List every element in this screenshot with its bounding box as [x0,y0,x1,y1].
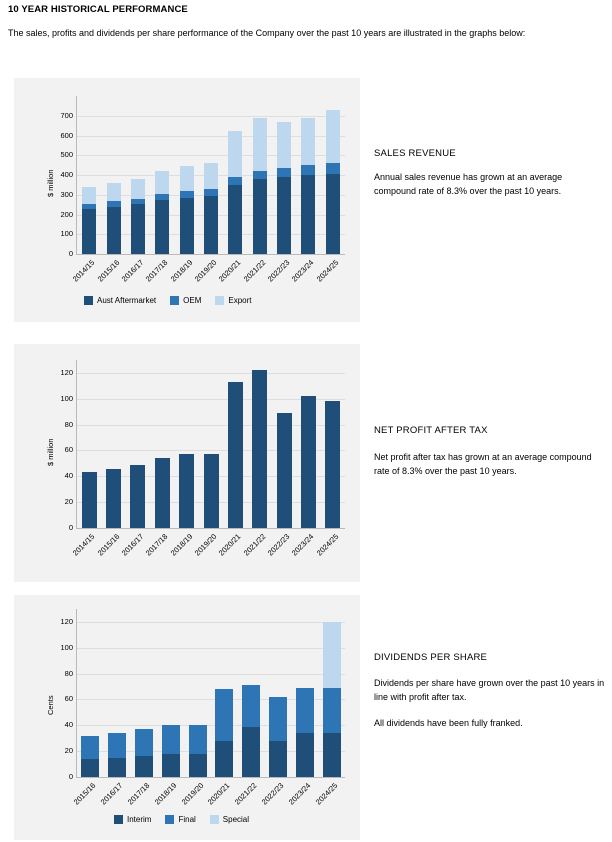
bar-segment [253,171,267,180]
bar [301,118,315,254]
x-axis-tick-label: 2023/24 [290,532,316,558]
y-axis-tick-label: 60 [64,445,73,455]
bar [228,131,242,254]
bar-segment [204,454,219,528]
bar-segment [180,191,194,198]
bar [135,729,153,777]
bar-segment [242,727,260,777]
x-axis-tick-label: 2019/20 [192,258,219,284]
y-axis-tick-label: 40 [64,471,73,481]
x-axis-tick-label: 2019/20 [192,532,219,558]
dividends-chart [14,595,360,840]
x-axis-tick-label: 2020/21 [217,532,243,558]
bar-segment [107,207,121,254]
bar-segment [228,177,242,185]
y-axis-tick-label: 400 [60,170,73,179]
bar-segment [228,185,242,254]
y-axis-tick-label: 120 [60,367,73,377]
bar-segment [253,179,267,254]
gridline [77,622,345,623]
bar [189,725,207,777]
bar-segment [277,122,291,167]
y-axis-tick-label: 80 [64,668,73,678]
bar [228,382,243,528]
bar-segment [155,458,170,528]
dividends-text-1: Dividends per share have grown over the past 10 years in line with profit after tax. [374,678,605,702]
bar-segment [108,758,126,777]
bar-segment [253,118,267,171]
x-axis-tick-label: 2018/19 [168,532,194,558]
bar [326,110,340,254]
plot-area [60,609,345,781]
x-axis-tick-label: 2017/18 [144,258,170,284]
x-axis-tick-label: 2017/18 [144,532,170,558]
x-axis-tick-label: 2016/17 [99,781,125,807]
bar-segment [162,754,180,777]
bar-segment [82,187,96,204]
x-axis-tick-label: 2024/25 [314,258,341,284]
bar-segment [277,177,291,254]
x-axis-tick-label: 2023/24 [290,258,316,284]
gridline [77,674,345,675]
x-axis-tick-label: 2015/16 [95,258,121,284]
legend-label: Interim [127,815,152,824]
dividends-heading: DIVIDENDS PER SHARE [374,652,488,663]
y-axis-tick-label: 0 [68,249,73,258]
bar [323,622,341,777]
bar-segment [180,166,194,191]
net-profit-text: Net profit after tax has grown at an average compound rate of 8.3% over the past 10 years. [374,452,592,476]
bar-segment [162,725,180,753]
x-axis-tick-label: 2017/18 [125,781,152,807]
bar-segment [277,168,291,177]
chart-legend [114,815,249,824]
bar-segment [81,759,99,777]
gridline [77,648,345,649]
bar-segment [326,163,340,174]
bar-segment [82,209,96,254]
gridline [77,116,345,117]
bar-segment [155,171,169,194]
chart-legend [84,296,252,305]
legend-swatch [114,815,123,824]
bar-segment [215,689,233,741]
legend-label: Special [222,815,250,824]
bar-segment [204,189,218,197]
legend-item [84,296,156,305]
x-axis-tick-label: 2014/15 [70,532,97,558]
bar [179,454,194,528]
bar-segment [269,741,287,777]
x-axis-tick-label: 2024/25 [313,781,339,807]
legend-item [215,296,251,305]
sales-revenue-chart [14,78,360,322]
bar-segment [228,131,242,177]
y-axis-tick-label: 20 [64,497,73,507]
bar [82,187,96,254]
legend-swatch [165,815,174,824]
bar-segment [180,198,194,254]
bar [301,396,316,528]
y-axis-tick-label: 0 [68,772,73,781]
bar-segment [189,725,207,753]
sales-revenue-heading: SALES REVENUE [374,148,456,159]
bar-segment [325,401,340,528]
legend-swatch [215,296,224,305]
bar-segment [215,741,233,777]
net-profit-chart [14,344,360,582]
y-axis-tick-label: 700 [60,110,73,120]
net-profit-heading: NET PROFIT AFTER TAX [374,425,488,436]
bar-segment [301,175,315,254]
bar-segment [81,736,99,759]
x-axis-tick-label: 2015/16 [95,532,121,558]
bar-segment [107,183,121,202]
bar-segment [108,733,126,758]
y-axis-tick-label: 100 [60,642,73,652]
bar [108,733,126,777]
bar-segment [296,733,314,777]
y-axis-tick-label: 600 [60,130,73,140]
bar-segment [155,200,169,254]
x-axis-tick-label: 2024/25 [314,532,341,558]
y-axis-title: $ million [46,438,55,466]
bar-segment [277,413,292,528]
legend-swatch [170,296,179,305]
bar-segment [252,370,267,528]
bar [296,688,314,777]
y-axis-tick-label: 100 [60,393,73,403]
bar [277,122,291,254]
bar-segment [135,756,153,777]
x-axis-tick-label: 2021/22 [241,532,268,558]
x-axis-tick-label: 2023/24 [286,781,313,807]
bar [155,171,169,254]
x-axis-tick-label: 2018/19 [168,258,194,284]
bar-segment [179,454,194,528]
bar-segment [326,174,340,254]
bar [277,413,292,528]
y-axis-tick-label: 200 [60,209,73,219]
bar-segment [242,685,260,726]
bar-segment [189,754,207,777]
bar [130,465,145,528]
bar-segment [204,163,218,189]
legend-item [165,815,195,824]
legend-item [170,296,201,305]
bar [325,401,340,528]
x-axis-tick-label: 2022/23 [259,781,286,807]
x-axis-tick-label: 2020/21 [217,258,243,284]
y-axis-tick-label: 60 [64,694,73,704]
y-axis-tick-label: 40 [64,720,73,730]
bar-segment [106,469,121,528]
bar-segment [323,622,341,688]
bar-segment [82,472,97,528]
y-axis-tick-label: 300 [60,189,73,199]
legend-label: OEM [183,296,202,305]
bar [131,179,145,254]
bar-segment [155,194,169,200]
x-axis-tick-label: 2015/16 [72,781,98,807]
bar-segment [131,204,145,254]
bar-segment [296,688,314,733]
legend-swatch [84,296,93,305]
bar [252,370,267,528]
bar [107,183,121,254]
sales-revenue-text: Annual sales revenue has grown at an average compound rate of 8.3% over the past 10 years. [374,172,563,196]
bar-segment [326,110,340,163]
bar-segment [82,204,96,209]
bar-segment [107,201,121,206]
legend-label: Aust Aftermarket [97,296,157,305]
bar [269,697,287,777]
bar [242,685,260,777]
bar-segment [269,697,287,741]
legend-swatch [210,815,219,824]
bar-segment [135,729,153,756]
y-axis-tick-label: 0 [68,523,73,532]
y-axis-tick-label: 20 [64,746,73,756]
page-title: 10 YEAR HISTORICAL PERFORMANCE [8,4,188,15]
bar-segment [323,733,341,777]
bar-segment [130,465,145,528]
legend-item [114,815,151,824]
bar-segment [204,196,218,254]
x-axis-tick-label: 2019/20 [179,781,205,807]
plot-area [60,360,345,532]
bar-segment [323,688,341,733]
gridline [77,373,345,374]
x-axis-tick-label: 2022/23 [265,258,292,284]
bar [106,469,121,528]
x-axis-tick-label: 2022/23 [265,532,292,558]
x-axis-tick-label: 2014/15 [70,258,97,284]
bar-segment [301,165,315,175]
bar [253,118,267,254]
bar-segment [131,179,145,199]
bar [162,725,180,777]
bar [82,472,97,528]
y-axis-title: Cents [46,695,55,715]
x-axis-tick-label: 2018/19 [152,781,179,807]
intro-paragraph: The sales, profits and dividends per share performance of the Company over the past 10 years are illustrated in the graphs below: [8,28,526,38]
bar-segment [228,382,243,528]
x-axis-tick-label: 2021/22 [233,781,259,807]
bar [81,736,99,777]
bar-segment [131,199,145,205]
y-axis-tick-label: 100 [60,229,73,239]
dividends-text-2: All dividends have been fully franked. [374,718,523,728]
x-axis-tick-label: 2021/22 [241,258,268,284]
x-axis-tick-label: 2016/17 [119,532,146,558]
bar-segment [301,396,316,528]
legend-label: Export [228,296,252,305]
legend-item [210,815,249,824]
y-axis-tick-label: 80 [64,419,73,429]
y-axis-tick-label: 500 [60,150,73,160]
x-axis-tick-label: 2020/21 [206,781,232,807]
bar [180,166,194,254]
bar [204,163,218,254]
y-axis-title: $ million [46,169,55,197]
bar-segment [301,118,315,165]
bar [215,689,233,777]
plot-area [60,96,345,258]
legend-label: Final [178,815,196,824]
bar [204,454,219,528]
y-axis-tick-label: 120 [60,616,73,626]
bar [155,458,170,528]
x-axis-tick-label: 2016/17 [119,258,146,284]
